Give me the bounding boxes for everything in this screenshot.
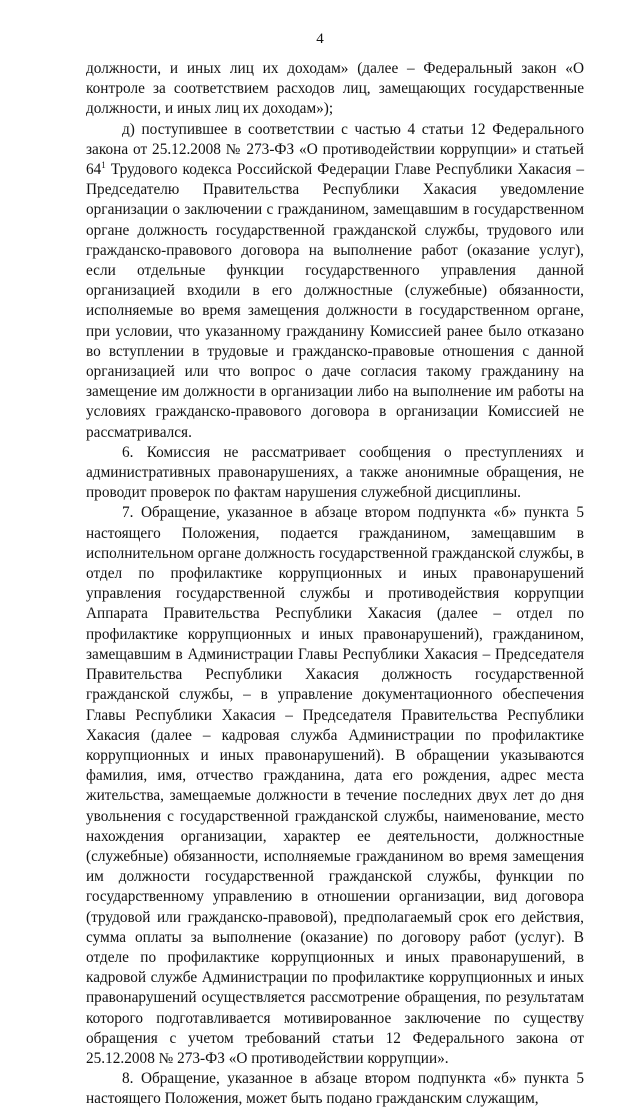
paragraph-item-d xyxy=(86,120,584,443)
paragraph-8: 8. Обращение, указанное в абзаце втором подпункта «б» пункта 5 настоящего Положения, может быть подано гражданским служащим, xyxy=(86,1070,584,1108)
article-superscript: 1 xyxy=(101,159,106,170)
page-number: 4 xyxy=(316,31,324,47)
paragraph-6: 6. Комиссия не рассматривает сообщения о преступлениях и административных правонарушениях, а также анонимные обращения, не проводит проверок по фактам нарушения служебной дисциплины. xyxy=(86,443,584,502)
paragraph-item-d-text-start: д) поступившее в соответствии с частью 4 статьи 12 Федерального закона от 25.12.2008 № 273-ФЗ «О противодействии коррупции» и статьей 64 xyxy=(86,120,584,179)
paragraph-item-d-text-end: Трудового кодекса Российской Федерации Главе Республики Хакасия – Председателю Правительства Республики Хакасия уведомление организации о заключении с гражданином, замещавшим в государственном органе должность государственной гражданской службы, трудового или гражданско-правового договора на выполнение работ (оказание услуг), если отдельные функции государственного управления данной организацией входили в его должностные (служебные) обязанности, исполняемые во время замещения должности в государственном органе, при условии, что указанному гражданину Комиссией ранее было отказано во вступлении в трудовые и гражданско-правовые отношения с данной организацией или что вопрос о даче согласия такому гражданину на замещение им должности в организации либо на выполнение им работы на условиях гражданско-правового договора в организации Комиссией не рассматривался. xyxy=(86,161,584,441)
document-body xyxy=(86,59,584,1110)
paragraph-continuation: должности, и иных лиц их доходам» (далее – Федеральный закон «О контроле за соответствием расходов лиц, замещающих государственные должности, и иных лиц их доходам»); xyxy=(86,60,584,118)
paragraph-7: 7. Обращение, указанное в абзаце втором подпункта «б» пункта 5 настоящего Положения, подается гражданином, замещавшим в исполнительном органе должность государственной гражданской службы, в отдел по профилактике коррупционных и иных правонарушений управления государственной службы и противодействия коррупции Аппарата Правительства Республики Хакасия (далее – отдел по профилактике коррупционных и иных правонарушений), гражданином, замещавшим в Администрации Главы Республики Хакасия – Председателя Правительства Республики Хакасия должность государственной гражданской службы, – в управление документационного обеспечения Главы Республики Хакасия – Председателя Правительства Республики Хакасия (далее – кадровая служба Администрации по профилактике коррупционных и иных правонарушений). В обращении указываются фамилия, имя, отчество гражданина, дата его рождения, адрес места жительства, замещаемые должности в течение последних двух лет до дня увольнения с государственной гражданской службы, наименование, место нахождения организации, характер ее деятельности, должностные (служебные) обязанности, исполняемые гражданином во время замещения им должности государственной гражданской службы, функции по государственному управлению в отношении организации, вид договора (трудовой или гражданско-правовой), предполагаемый срок его действия, сумма оплаты за выполнение (оказание) по договору работ (услуг). В отделе по профилактике коррупционных и иных правонарушений, в кадровой службе Администрации по профилактике коррупционных и иных правонарушений осуществляется рассмотрение обращения, по результатам которого подготавливается мотивированное заключение по существу обращения с учетом требований статьи 12 Федерального закона от 25.12.2008 № 273-ФЗ «О противодействии коррупции». xyxy=(86,504,584,1067)
